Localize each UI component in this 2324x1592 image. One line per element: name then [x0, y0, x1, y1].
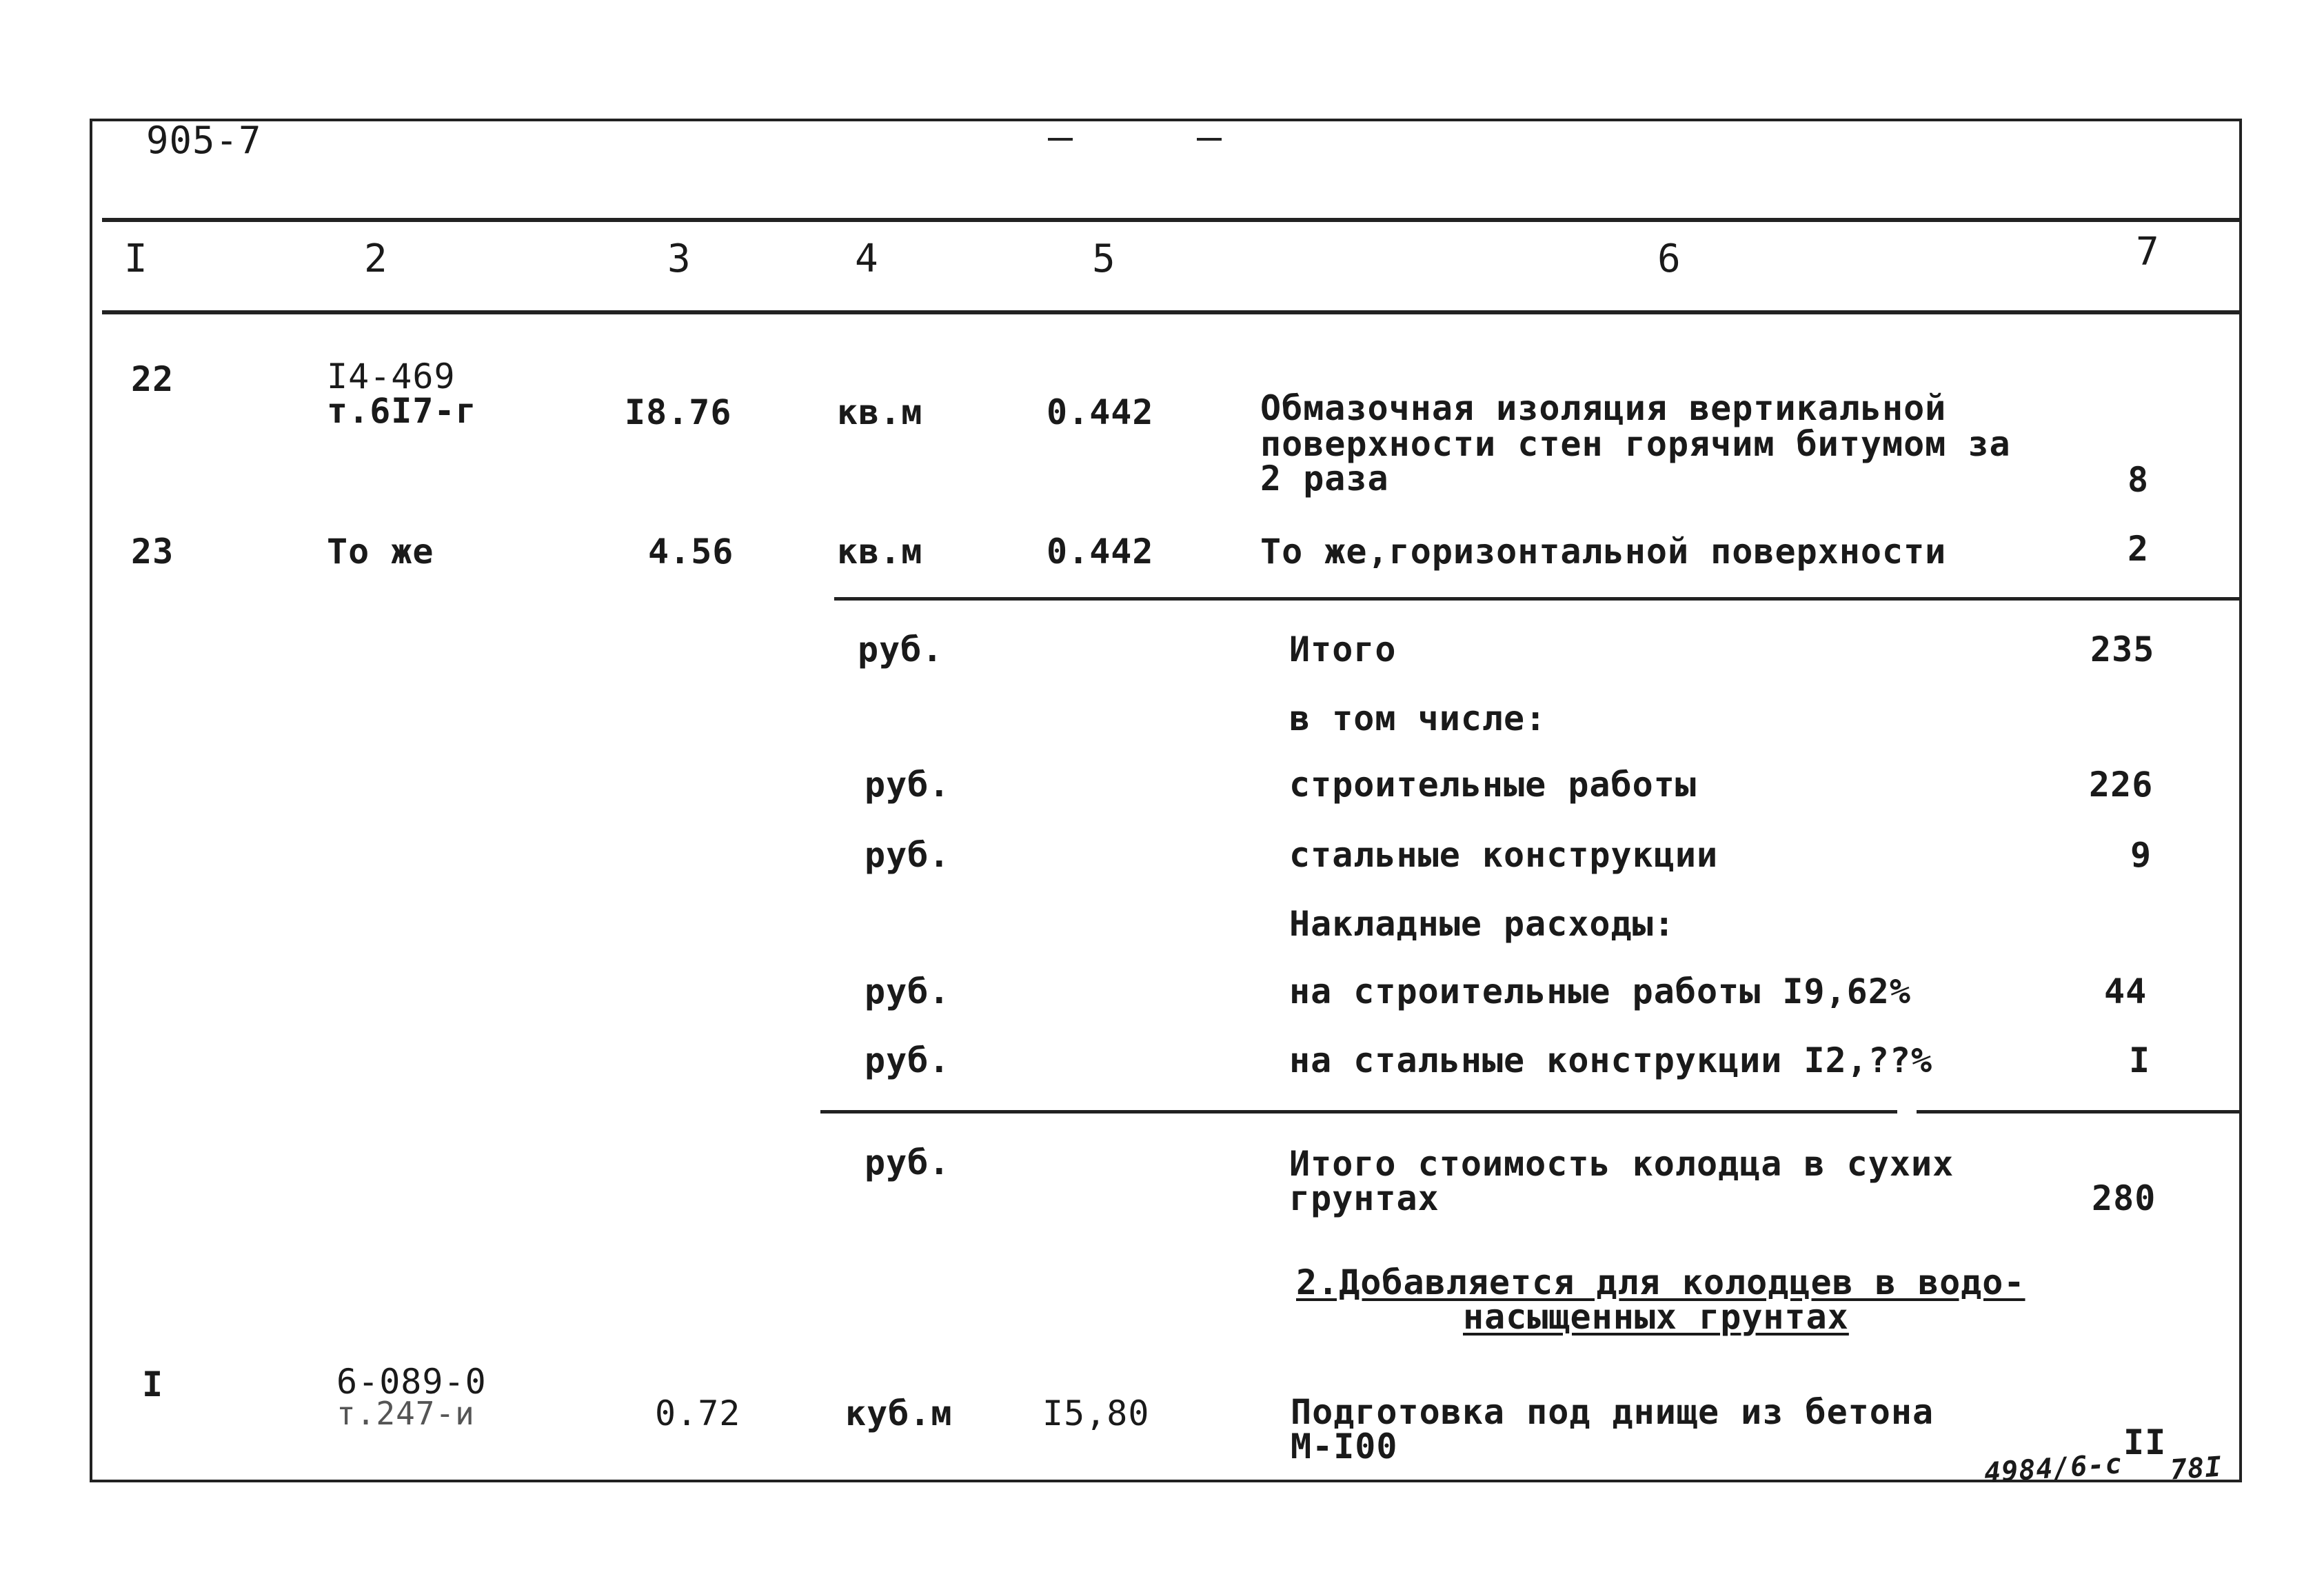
summary-label: на строительные работы I9,62% — [1289, 971, 1911, 1011]
header-dash — [1048, 138, 1073, 141]
row-code: То же — [327, 532, 434, 572]
row-quantity: 4.56 — [648, 532, 734, 572]
header-dash — [1197, 138, 1222, 141]
section-heading-line: насыщенных грунтах — [1463, 1297, 1849, 1337]
summary-unit: руб. — [858, 629, 944, 669]
row-total: II — [2123, 1422, 2167, 1462]
summary-unit: руб. — [865, 765, 951, 805]
row-code: 6-089-0 — [336, 1362, 487, 1402]
summary-label: Итого — [1289, 629, 1397, 669]
summary-label: на стальные конструкции I2,??% — [1289, 1040, 1933, 1080]
total-label-line: грунтах — [1289, 1178, 1439, 1218]
row-unit-price: 0.442 — [1047, 532, 1154, 572]
column-number-4: 4 — [855, 236, 879, 281]
total-rule — [1917, 1110, 2242, 1114]
row-code-table: т.247-и — [336, 1395, 475, 1432]
summary-value: 235 — [2090, 629, 2155, 669]
row-number: 23 — [131, 532, 174, 572]
summary-unit: руб. — [865, 971, 951, 1011]
column-number-3: 3 — [667, 236, 691, 281]
row-code-table: т.6I7-г — [327, 391, 477, 431]
summary-value: 9 — [2130, 835, 2152, 875]
summary-value: 226 — [2089, 765, 2154, 805]
row-unit: кв.м — [837, 532, 923, 572]
column-number-7: 7 — [2136, 230, 2160, 274]
row-code: I4-469 — [327, 356, 456, 396]
section-heading-line: 2.Добавляется для колодцев в водо- — [1296, 1262, 2025, 1302]
summary-label: стальные конструкции — [1289, 835, 1719, 875]
total-value: 280 — [2092, 1178, 2156, 1218]
doc-code: 905-7 — [146, 119, 262, 162]
summary-value: I — [2129, 1040, 2151, 1080]
summary-label: строительные работы — [1289, 765, 1697, 805]
column-number-6: 6 — [1657, 236, 1681, 281]
summary-label: в том числе: — [1289, 698, 1547, 738]
column-number-1: I — [124, 236, 148, 281]
row-description-line: Подготовка под днище из бетона — [1291, 1392, 1934, 1432]
total-label-line: Итого стоимость колодца в сухих — [1289, 1144, 1954, 1184]
column-header-bottom-rule — [102, 310, 2242, 314]
total-unit: руб. — [865, 1142, 951, 1182]
row-number: 22 — [131, 359, 174, 399]
summary-rule — [834, 597, 2242, 601]
row-description-line: М-I00 — [1291, 1427, 1398, 1467]
row-quantity: I8.76 — [625, 392, 732, 432]
column-number-2: 2 — [364, 236, 388, 281]
summary-unit: руб. — [865, 1040, 951, 1080]
row-description-line: То же,горизонтальной поверхности — [1260, 532, 1947, 572]
row-unit: куб.м — [845, 1393, 953, 1433]
row-unit-price: 0.442 — [1047, 392, 1154, 432]
row-total: 2 — [2128, 529, 2150, 569]
total-rule — [820, 1110, 1897, 1114]
row-total: 8 — [2128, 460, 2150, 500]
summary-value: 44 — [2104, 971, 2148, 1011]
row-unit-price: I5,80 — [1042, 1393, 1150, 1433]
row-number: I — [142, 1364, 164, 1404]
row-description-line: поверхности стен горячим битумом за — [1260, 424, 2011, 464]
archive-stamp: 4984/6-с — [1983, 1448, 2124, 1489]
row-quantity: 0.72 — [655, 1393, 741, 1433]
column-header-top-rule — [102, 218, 2242, 222]
summary-label: Накладные расходы: — [1289, 904, 1675, 944]
row-description-line: 2 раза — [1260, 459, 1389, 498]
row-unit: кв.м — [837, 392, 923, 432]
page-number: 78I — [2169, 1451, 2223, 1487]
row-description-line: Обмазочная изоляция вертикальной — [1260, 388, 1947, 428]
column-number-5: 5 — [1092, 236, 1116, 281]
summary-unit: руб. — [865, 835, 951, 875]
